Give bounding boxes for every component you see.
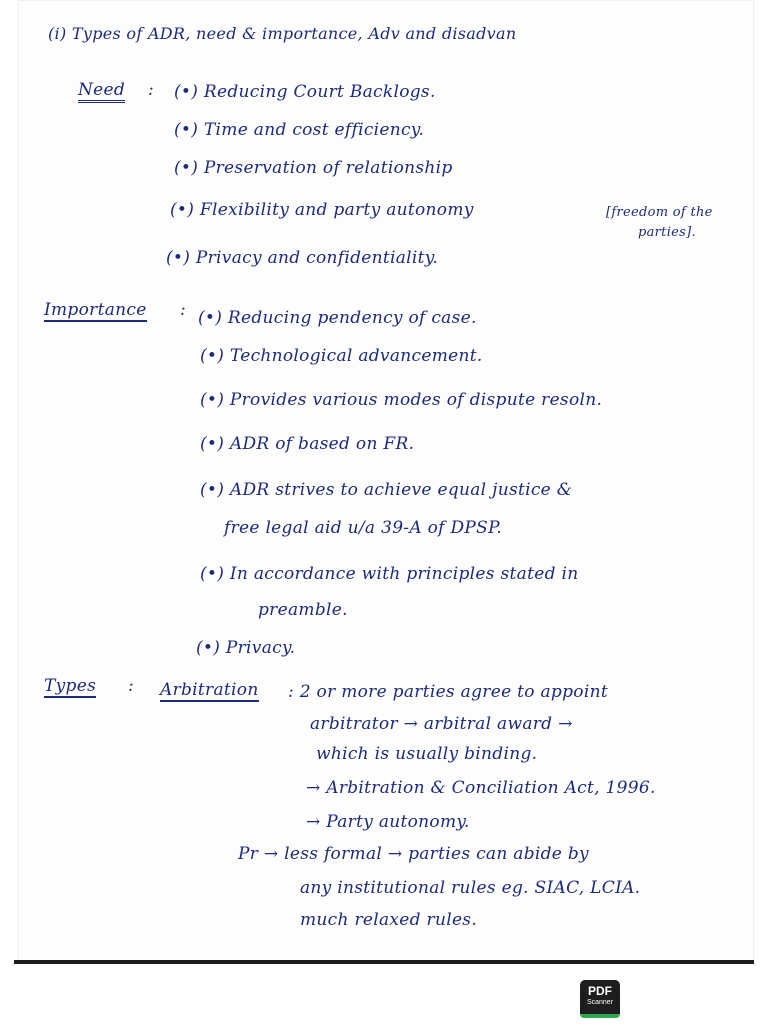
badge-line-1: PDF xyxy=(588,984,612,998)
types-heading: Types xyxy=(44,676,97,696)
need-item-5: (•) Privacy and confidentiality. xyxy=(166,248,439,268)
need-item-4: (•) Flexibility and party autonomy xyxy=(170,200,474,220)
importance-item-5-cont: free legal aid u/a 39-A of DPSP. xyxy=(224,518,503,538)
importance-item-3: (•) Provides various modes of dispute resoln. xyxy=(200,390,603,410)
need-item-1: (•) Reducing Court Backlogs. xyxy=(174,82,436,102)
pdf-scanner-logo xyxy=(580,980,620,1018)
importance-heading: Importance xyxy=(44,300,147,320)
arbitration-line-5: → Party autonomy. xyxy=(306,812,470,832)
badge-line-2: Scanner xyxy=(586,999,614,1006)
importance-item-7: (•) Privacy. xyxy=(196,638,296,658)
need-heading: Need xyxy=(78,82,125,103)
importance-item-2: (•) Technological advancement. xyxy=(200,346,483,366)
page-title: (i) Types of ADR, need & importance, Adv and disadvan xyxy=(48,24,517,43)
importance-colon: : xyxy=(180,300,187,320)
need-item-4-note-b: parties]. xyxy=(638,225,696,240)
arbitration-line-7: any institutional rules eg. SIAC, LCIA. xyxy=(300,878,641,898)
arbitration-heading: Arbitration xyxy=(160,680,259,700)
types-colon: : xyxy=(128,676,135,696)
page-bottom-edge xyxy=(14,960,754,964)
arbitration-line-1: : 2 or more parties agree to appoint xyxy=(288,682,608,702)
importance-item-1: (•) Reducing pendency of case. xyxy=(198,308,477,328)
arbitration-line-4: → Arbitration & Conciliation Act, 1996. xyxy=(306,778,656,798)
arbitration-line-2: arbitrator → arbitral award → xyxy=(310,714,573,734)
badge-accent-stripe xyxy=(580,1014,620,1018)
importance-item-6: (•) In accordance with principles stated in xyxy=(200,564,579,584)
arbitration-line-3: which is usually binding. xyxy=(316,744,538,764)
arbitration-line-8: much relaxed rules. xyxy=(300,910,478,930)
need-item-4-note-a: [freedom of the xyxy=(606,205,713,220)
need-item-3: (•) Preservation of relationship xyxy=(174,158,453,178)
need-colon: : xyxy=(148,80,155,100)
need-item-2: (•) Time and cost efficiency. xyxy=(174,120,425,140)
importance-item-5: (•) ADR strives to achieve equal justice & xyxy=(200,480,573,500)
importance-item-4: (•) ADR of based on FR. xyxy=(200,434,415,454)
arbitration-line-6: Pr → less formal → parties can abide by xyxy=(238,844,589,864)
importance-item-6-cont: preamble. xyxy=(258,600,348,620)
